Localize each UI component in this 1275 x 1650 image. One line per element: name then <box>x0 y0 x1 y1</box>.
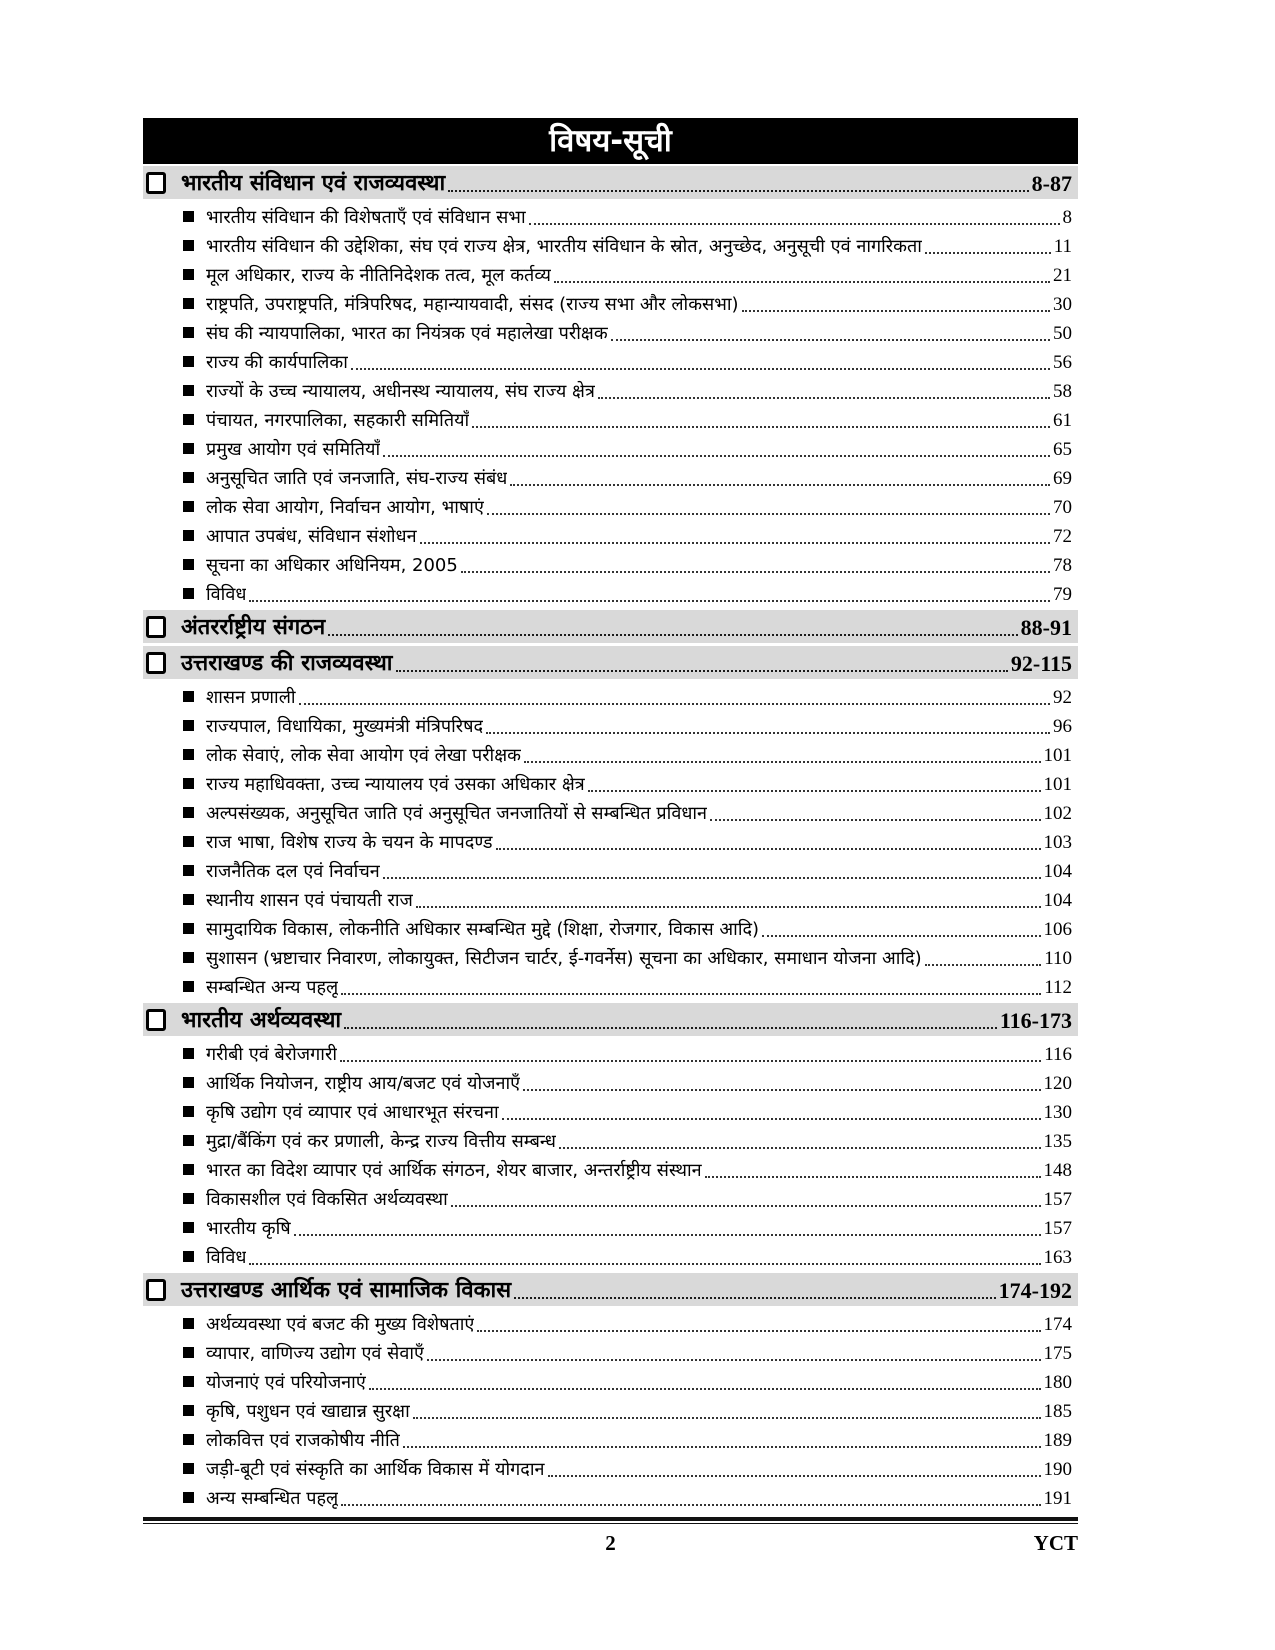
toc-item <box>143 1068 1078 1097</box>
toc-item-label: स्थानीय शासन एवं पंचायती राज <box>206 890 413 911</box>
bullet-square-icon <box>183 588 194 599</box>
section-page-range: 88-91 <box>1020 615 1072 640</box>
toc-item <box>143 1367 1078 1396</box>
toc-item <box>143 1396 1078 1425</box>
toc-item-page: 69 <box>1053 468 1072 489</box>
toc-item-page: 148 <box>1043 1160 1072 1181</box>
toc-item <box>143 1425 1078 1454</box>
dotted-leader <box>598 397 1050 399</box>
dotted-leader <box>472 426 1050 428</box>
toc-item-label: लोक सेवा आयोग, निर्वाचन आयोग, भाषाएं <box>206 497 484 518</box>
bullet-square-icon <box>183 981 194 992</box>
dotted-leader <box>925 964 1042 966</box>
toc-item <box>143 492 1078 521</box>
section-header <box>143 646 1078 679</box>
page-footer <box>143 1531 1078 1556</box>
toc-item-label: राज्यों के उच्च न्यायालय, अधीनस्थ न्यायालय, संघ राज्य क्षेत्र <box>206 381 595 402</box>
toc-item-label: कृषि उद्योग एवं व्यापार एवं आधारभूत संरचना <box>206 1102 499 1123</box>
toc-item-page: 157 <box>1043 1218 1072 1239</box>
bullet-square-icon <box>183 1376 194 1387</box>
toc-item-page: 56 <box>1053 352 1072 373</box>
toc-item-label: राजनैतिक दल एवं निर्वाचन <box>206 861 380 882</box>
dotted-leader <box>413 1417 1041 1419</box>
dotted-leader <box>510 484 1050 486</box>
toc-item <box>143 231 1078 260</box>
dotted-leader <box>710 819 1040 821</box>
bullet-square-icon <box>183 836 194 847</box>
toc-item <box>143 463 1078 492</box>
dotted-leader <box>611 339 1050 341</box>
section-title: उत्तराखण्ड की राजव्यवस्था <box>181 651 393 676</box>
bullet-square-icon <box>183 1347 194 1358</box>
dotted-leader <box>486 732 1050 734</box>
dotted-leader <box>487 513 1050 515</box>
section-title: भारतीय अर्थव्यवस्था <box>181 1008 342 1033</box>
toc-item <box>143 1097 1078 1126</box>
dotted-leader <box>383 455 1050 457</box>
footer-spacer <box>143 1531 455 1556</box>
toc-item <box>143 579 1078 608</box>
bullet-square-icon <box>183 240 194 251</box>
bullet-square-icon <box>183 807 194 818</box>
bullet-square-icon <box>183 952 194 963</box>
bullet-square-icon <box>183 1463 194 1474</box>
toc-item-label: सामुदायिक विकास, लोकनीति अधिकार सम्बन्धित मुद्दे (शिक्षा, रोजगार, विकास आदि) <box>206 919 760 940</box>
toc-item-page: 185 <box>1043 1401 1072 1422</box>
dotted-leader <box>925 252 1051 254</box>
toc-item <box>143 856 1078 885</box>
bullet-square-icon <box>183 923 194 934</box>
toc-item-label: सुशासन (भ्रष्टाचार निवारण, लोकायुक्त, सिटीजन चार्टर, ई-गवर्नेस) सूचना का अधिकार, समाधान योजना आदि) <box>206 948 922 969</box>
toc-item-page: 8 <box>1062 207 1072 228</box>
bullet-square-icon <box>183 298 194 309</box>
toc-item-label: योजनाएं एवं परियोजनाएं <box>206 1372 366 1393</box>
dotted-leader <box>341 993 1041 995</box>
dotted-leader <box>496 848 1041 850</box>
section-page-range: 8-87 <box>1031 171 1072 196</box>
toc-content <box>143 118 1078 1556</box>
toc-item-label: गरीबी एवं बेरोजगारी <box>206 1044 337 1065</box>
section-header <box>143 1003 1078 1036</box>
checkbox-icon <box>146 652 166 674</box>
dotted-leader <box>344 1027 997 1029</box>
bullet-square-icon <box>183 1135 194 1146</box>
dotted-leader <box>249 600 1050 602</box>
toc-item-label: कृषि, पशुधन एवं खाद्यान्न सुरक्षा <box>206 1401 410 1422</box>
toc-item-page: 180 <box>1043 1372 1072 1393</box>
bullet-square-icon <box>183 356 194 367</box>
dotted-leader <box>742 310 1050 312</box>
toc-item-label: अन्य सम्बन्धित पहलू <box>206 1488 339 1509</box>
toc-item <box>143 521 1078 550</box>
bullet-square-icon <box>183 1318 194 1329</box>
toc-item-label: विकासशील एवं विकसित अर्थव्यवस्था <box>206 1189 448 1210</box>
toc-item-label: संघ की न्यायपालिका, भारत का नियंत्रक एवं महालेखा परीक्षक <box>206 323 608 344</box>
toc-item-page: 78 <box>1053 555 1072 576</box>
toc-item-page: 50 <box>1053 323 1072 344</box>
toc-item <box>143 1213 1078 1242</box>
toc-item-page: 101 <box>1043 745 1072 766</box>
toc-item <box>143 1338 1078 1367</box>
section-page-range: 116-173 <box>999 1008 1072 1033</box>
checkbox-icon <box>146 1279 166 1301</box>
toc-item-page: 11 <box>1053 236 1072 257</box>
bullet-square-icon <box>183 211 194 222</box>
footer-page-number: 2 <box>605 1531 616 1555</box>
dotted-leader <box>477 1330 1040 1332</box>
toc-item <box>143 260 1078 289</box>
toc-item-label: भारतीय संविधान की विशेषताएँ एवं संविधान सभा <box>206 207 526 228</box>
toc-item <box>143 1126 1078 1155</box>
bullet-square-icon <box>183 1434 194 1445</box>
toc-item <box>143 711 1078 740</box>
dotted-leader <box>294 1234 1041 1236</box>
toc-item-label: पंचायत, नगरपालिका, सहकारी समितियाँ <box>206 410 470 431</box>
toc-item-page: 30 <box>1053 294 1072 315</box>
dotted-leader <box>762 935 1040 937</box>
bullet-square-icon <box>183 501 194 512</box>
bullet-square-icon <box>183 472 194 483</box>
bullet-square-icon <box>183 385 194 396</box>
dotted-leader <box>299 703 1050 705</box>
toc-item-page: 163 <box>1043 1247 1072 1268</box>
dotted-leader <box>461 571 1050 573</box>
toc-item-label: अर्थव्यवस्था एवं बजट की मुख्य विशेषताएं <box>206 1314 475 1335</box>
toc-item-page: 58 <box>1053 381 1072 402</box>
bullet-square-icon <box>183 1077 194 1088</box>
dotted-leader <box>416 906 1041 908</box>
toc-item <box>143 682 1078 711</box>
toc-item-page: 92 <box>1053 687 1072 708</box>
toc-item <box>143 769 1078 798</box>
dotted-leader <box>351 368 1050 370</box>
toc-item-label: सूचना का अधिकार अधिनियम, 2005 <box>206 555 458 576</box>
toc-item <box>143 1454 1078 1483</box>
toc-item-page: 191 <box>1043 1488 1072 1509</box>
dotted-leader <box>420 542 1050 544</box>
toc-item <box>143 914 1078 943</box>
toc-item-label: राज भाषा, विशेष राज्य के चयन के मापदण्ड <box>206 832 493 853</box>
dotted-leader <box>328 634 1017 636</box>
footer-brand: YCT <box>1033 1531 1079 1555</box>
footer-divider <box>143 1517 1078 1524</box>
toc-item-page: 96 <box>1053 716 1072 737</box>
toc-item <box>143 885 1078 914</box>
toc-item-label: लोकवित्त एवं राजकोषीय नीति <box>206 1430 400 1451</box>
dotted-leader <box>448 190 1028 192</box>
bullet-square-icon <box>183 1251 194 1262</box>
toc-item-page: 175 <box>1043 1343 1072 1364</box>
toc-item <box>143 405 1078 434</box>
dotted-leader <box>523 1089 1040 1091</box>
bullet-square-icon <box>183 894 194 905</box>
section-header <box>143 610 1078 643</box>
toc-item-label: राज्यपाल, विधायिका, मुख्यमंत्री मंत्रिपरिषद <box>206 716 484 737</box>
section-title: भारतीय संविधान एवं राजव्यवस्था <box>181 171 446 196</box>
toc-item-label: लोक सेवाएं, लोक सेवा आयोग एवं लेखा परीक्षक <box>206 745 521 766</box>
dotted-leader <box>396 670 1008 672</box>
toc-item-page: 70 <box>1053 497 1072 518</box>
dotted-leader <box>383 877 1041 879</box>
toc-item-page: 157 <box>1043 1189 1072 1210</box>
bullet-square-icon <box>183 327 194 338</box>
toc-item <box>143 943 1078 972</box>
toc-item <box>143 972 1078 1001</box>
toc-item <box>143 1155 1078 1184</box>
toc-item-page: 21 <box>1053 265 1072 286</box>
dotted-leader <box>451 1205 1041 1207</box>
dotted-leader <box>249 1263 1040 1265</box>
dotted-leader <box>340 1060 1041 1062</box>
toc-item-page: 116 <box>1044 1044 1072 1065</box>
toc-item <box>143 827 1078 856</box>
toc-item-page: 65 <box>1053 439 1072 460</box>
toc-item-label: प्रमुख आयोग एवं समितियाँ <box>206 439 381 460</box>
toc-item <box>143 1184 1078 1213</box>
toc-item-page: 103 <box>1043 832 1072 853</box>
toc-item <box>143 1039 1078 1068</box>
section-page-range: 92-115 <box>1010 651 1072 676</box>
toc-item-label: भारत का विदेश व्यापार एवं आर्थिक संगठन, शेयर बाजार, अन्तर्राष्ट्रीय संस्थान <box>206 1160 702 1181</box>
toc-item-label: राज्य की कार्यपालिका <box>206 352 348 373</box>
checkbox-icon <box>146 1009 166 1031</box>
dotted-leader <box>705 1176 1041 1178</box>
bullet-square-icon <box>183 443 194 454</box>
toc-item <box>143 1483 1078 1512</box>
dotted-leader <box>403 1446 1041 1448</box>
toc-item-label: मुद्रा/बैंकिंग एवं कर प्रणाली, केन्द्र राज्य वित्तीय सम्बन्ध <box>206 1131 556 1152</box>
bullet-square-icon <box>183 1222 194 1233</box>
toc-item-page: 174 <box>1043 1314 1072 1335</box>
toc-item <box>143 1309 1078 1338</box>
toc-item-page: 120 <box>1043 1073 1072 1094</box>
toc-item <box>143 289 1078 318</box>
toc-item-page: 79 <box>1053 584 1072 605</box>
bullet-square-icon <box>183 1048 194 1059</box>
toc-item-label: शासन प्रणाली <box>206 687 296 708</box>
bullet-square-icon <box>183 530 194 541</box>
toc-item-page: 101 <box>1043 774 1072 795</box>
toc-item-page: 130 <box>1043 1102 1072 1123</box>
section-page-range: 174-192 <box>998 1278 1072 1303</box>
bullet-square-icon <box>183 778 194 789</box>
toc-item-page: 112 <box>1044 977 1072 998</box>
toc-item-label: आपात उपबंध, संविधान संशोधन <box>206 526 417 547</box>
toc-item-page: 72 <box>1053 526 1072 547</box>
toc-item-label: भारतीय कृषि <box>206 1218 291 1239</box>
toc-item-page: 135 <box>1043 1131 1072 1152</box>
bullet-square-icon <box>183 1193 194 1204</box>
toc-item-label: व्यापार, वाणिज्य उद्योग एवं सेवाएँ <box>206 1343 424 1364</box>
toc-item-label: जड़ी-बूटी एवं संस्कृति का आर्थिक विकास में योगदान <box>206 1459 545 1480</box>
toc-item-page: 190 <box>1043 1459 1072 1480</box>
section-header <box>143 1273 1078 1306</box>
bullet-square-icon <box>183 1164 194 1175</box>
toc-item-page: 104 <box>1043 861 1072 882</box>
dotted-leader <box>341 1504 1040 1506</box>
toc-item-page: 110 <box>1044 948 1072 969</box>
dotted-leader <box>427 1359 1041 1361</box>
dotted-leader <box>559 1147 1041 1149</box>
bullet-square-icon <box>183 1492 194 1503</box>
dotted-leader <box>548 1475 1041 1477</box>
toc-item <box>143 550 1078 579</box>
toc-item-label: सम्बन्धित अन्य पहलू <box>206 977 339 998</box>
bullet-square-icon <box>183 691 194 702</box>
checkbox-icon <box>146 172 166 194</box>
toc-item-label: अल्पसंख्यक, अनुसूचित जाति एवं अनुसूचित जनजातियों से सम्बन्धित प्रविधान <box>206 803 708 824</box>
bullet-square-icon <box>183 1106 194 1117</box>
toc-item-page: 189 <box>1043 1430 1072 1451</box>
page-title: विषय-सूची <box>143 118 1078 164</box>
toc-item <box>143 347 1078 376</box>
toc-item <box>143 376 1078 405</box>
toc-item <box>143 318 1078 347</box>
toc-item <box>143 434 1078 463</box>
checkbox-icon <box>146 616 166 638</box>
dotted-leader <box>524 761 1041 763</box>
dotted-leader <box>588 790 1041 792</box>
section-title: अंतरर्राष्ट्रीय संगठन <box>181 615 326 640</box>
toc-item <box>143 798 1078 827</box>
toc-sections <box>143 166 1078 1512</box>
toc-item <box>143 740 1078 769</box>
toc-item-page: 106 <box>1043 919 1072 940</box>
toc-item-label: आर्थिक नियोजन, राष्ट्रीय आय/बजट एवं योजनाएँ <box>206 1073 521 1094</box>
dotted-leader <box>369 1388 1041 1390</box>
toc-item-label: विविध <box>206 1247 247 1268</box>
toc-item <box>143 1242 1078 1271</box>
toc-item-page: 61 <box>1053 410 1072 431</box>
bullet-square-icon <box>183 865 194 876</box>
toc-item-label: अनुसूचित जाति एवं जनजाति, संघ-राज्य संबंध <box>206 468 508 489</box>
toc-item-label: मूल अधिकार, राज्य के नीतिनिदेशक तत्व, मूल कर्तव्य <box>206 265 551 286</box>
toc-item <box>143 202 1078 231</box>
toc-item-label: राज्य महाधिवक्ता, उच्च न्यायालय एवं उसका अधिकार क्षेत्र <box>206 774 585 795</box>
bullet-square-icon <box>183 720 194 731</box>
toc-item-label: भारतीय संविधान की उद्देशिका, संघ एवं राज्य क्षेत्र, भारतीय संविधान के स्रोत, अनुच्छेद, अनुसूची एवं नागरिकता <box>206 236 922 257</box>
bullet-square-icon <box>183 749 194 760</box>
dotted-leader <box>514 1297 996 1299</box>
bullet-square-icon <box>183 269 194 280</box>
section-title: उत्तराखण्ड आर्थिक एवं सामाजिक विकास <box>181 1278 512 1303</box>
section-header <box>143 166 1078 199</box>
toc-item-page: 104 <box>1043 890 1072 911</box>
bullet-square-icon <box>183 1405 194 1416</box>
toc-item-label: विविध <box>206 584 247 605</box>
dotted-leader <box>554 281 1050 283</box>
toc-item-label: राष्ट्रपति, उपराष्ट्रपति, मंत्रिपरिषद, महान्यायवादी, संसद (राज्य सभा और लोकसभा) <box>206 294 739 315</box>
bullet-square-icon <box>183 414 194 425</box>
toc-item-page: 102 <box>1043 803 1072 824</box>
dotted-leader <box>502 1118 1041 1120</box>
bullet-square-icon <box>183 559 194 570</box>
dotted-leader <box>529 223 1060 225</box>
